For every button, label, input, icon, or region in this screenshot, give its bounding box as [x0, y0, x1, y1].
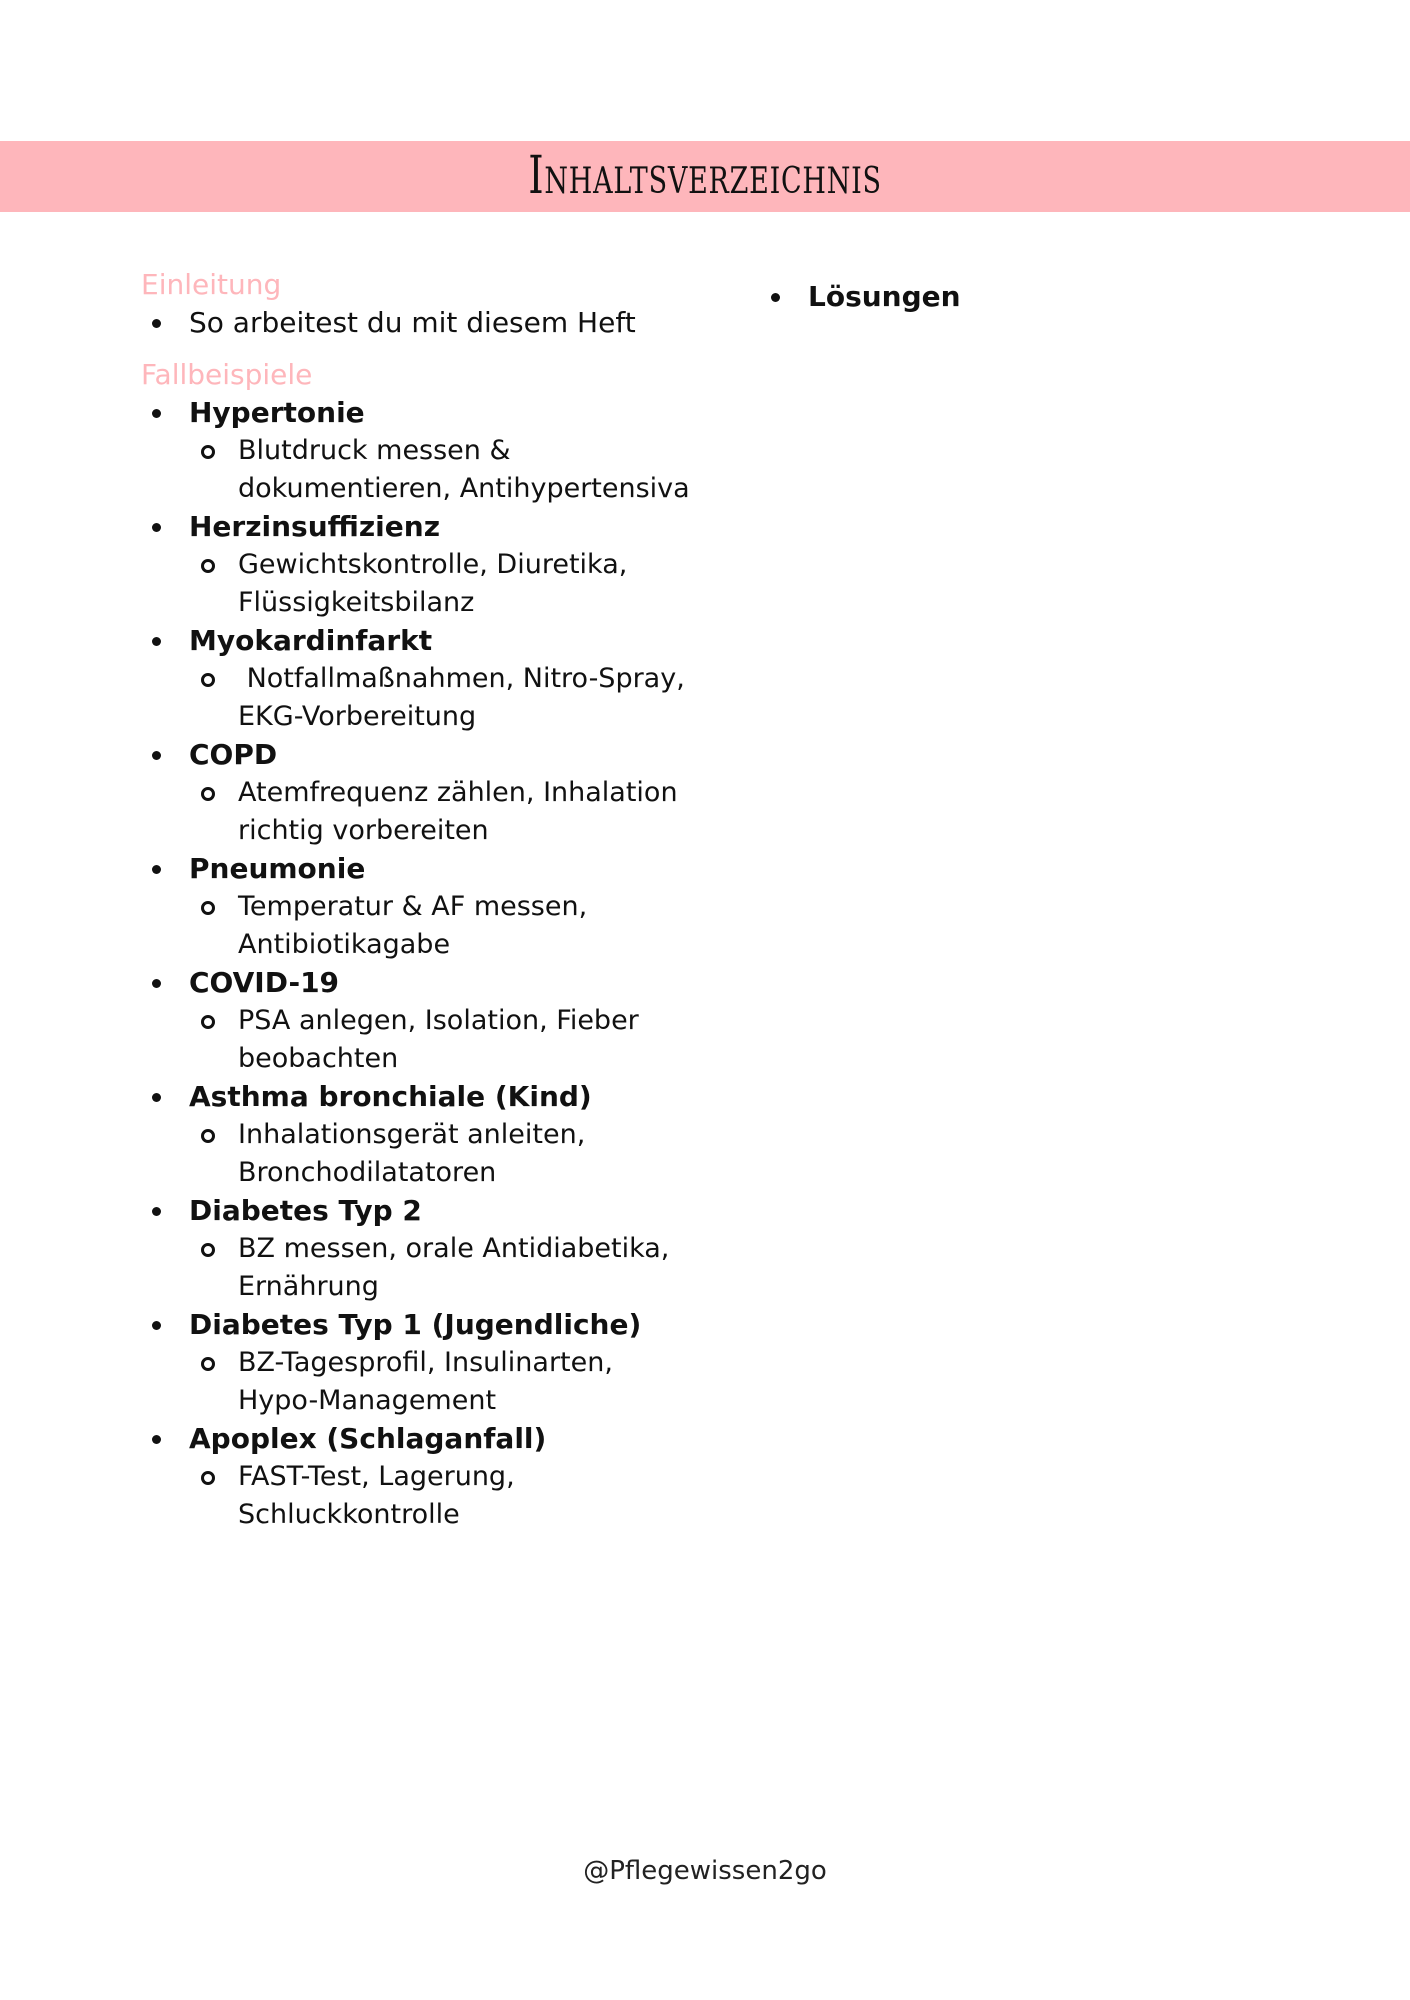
case-title: Diabetes Typ 2: [189, 1194, 422, 1227]
case-item: [141, 1420, 741, 1458]
cases-list: [141, 394, 741, 1534]
case-title: Pneumonie: [189, 852, 366, 885]
case-detail-line: Atemfrequenz zählen, Inhalation: [238, 777, 678, 808]
toc-left-column: [141, 266, 741, 1534]
title-band: [0, 141, 1410, 212]
case-item: [141, 1306, 741, 1344]
case-detail-line: FAST-Test, Lagerung,: [238, 1461, 515, 1492]
case-detail-line: Blutdruck messen &: [238, 435, 511, 466]
case-subitem: [141, 1458, 758, 1534]
hollow-bullet-icon: [201, 1015, 215, 1029]
hollow-bullet-icon: [201, 559, 215, 573]
case-item: [141, 964, 741, 1002]
bullet-icon: [152, 1093, 161, 1102]
case-item: [141, 1192, 741, 1230]
bullet-icon: [152, 1321, 161, 1330]
bullet-icon: [152, 637, 161, 646]
case-subitem: [141, 1002, 758, 1078]
bullet-icon: [152, 751, 161, 760]
case-title: Asthma bronchiale (Kind): [189, 1080, 592, 1113]
case-title: Myokardinfarkt: [189, 624, 433, 657]
case-title: Diabetes Typ 1 (Jugendliche): [189, 1308, 642, 1341]
bullet-icon: [152, 523, 161, 532]
case-detail-line: Notfallmaßnahmen, Nitro-Spray,: [238, 663, 685, 694]
hollow-bullet-icon: [201, 1471, 215, 1485]
hollow-bullet-icon: [201, 673, 215, 687]
case-subitem: [141, 1116, 758, 1192]
case-detail-line: EKG-Vorbereitung: [238, 701, 477, 732]
case-title: Apoplex (Schlaganfall): [189, 1422, 547, 1455]
case-title: COVID-19: [189, 966, 340, 999]
case-detail-line: PSA anlegen, Isolation, Fieber: [238, 1005, 639, 1036]
bullet-icon: [152, 979, 161, 988]
section-heading-fallbeispiele: Fallbeispiele: [141, 358, 313, 391]
case-item: [141, 736, 741, 774]
case-detail-line: richtig vorbereiten: [238, 815, 489, 846]
bullet-icon: [152, 1435, 161, 1444]
case-detail-line: Gewichtskontrolle, Diuretika,: [238, 549, 628, 580]
case-detail-line: Schluckkontrolle: [238, 1499, 460, 1530]
hollow-bullet-icon: [201, 901, 215, 915]
section-heading-einleitung: Einleitung: [141, 268, 282, 301]
bullet-icon: [152, 409, 161, 418]
bullet-icon: [152, 865, 161, 874]
case-detail-line: Bronchodilatatoren: [238, 1157, 497, 1188]
case-item: [141, 850, 741, 888]
case-detail-line: Temperatur & AF messen,: [238, 891, 588, 922]
case-detail-line: dokumentieren, Antihypertensiva: [238, 473, 690, 504]
toc-item-label: Lösungen: [808, 280, 961, 313]
bullet-icon: [152, 1207, 161, 1216]
bullet-icon: [771, 293, 780, 302]
case-title: COPD: [189, 738, 278, 771]
hollow-bullet-icon: [201, 787, 215, 801]
case-item: [141, 508, 741, 546]
toc-item: [141, 304, 741, 342]
case-detail-line: Ernährung: [238, 1271, 379, 1302]
case-detail-line: beobachten: [238, 1043, 399, 1074]
footer-handle: @Pflegewissen2go: [583, 1856, 827, 1886]
case-subitem: [141, 1230, 758, 1306]
case-item: [141, 394, 741, 432]
case-detail-line: Inhalationsgerät anleiten,: [238, 1119, 586, 1150]
case-detail-line: BZ-Tagesprofil, Insulinarten,: [238, 1347, 613, 1378]
case-item: [141, 1078, 741, 1116]
case-subitem: [141, 888, 758, 964]
case-detail-line: BZ messen, orale Antidiabetika,: [238, 1233, 670, 1264]
case-subitem: [141, 546, 758, 622]
case-item: [141, 622, 741, 660]
hollow-bullet-icon: [201, 1243, 215, 1257]
hollow-bullet-icon: [201, 1357, 215, 1371]
case-title: Herzinsuffizienz: [189, 510, 441, 543]
page-title: Inhaltsverzeichnis: [528, 146, 882, 206]
toc-right-column: [760, 278, 1260, 316]
hollow-bullet-icon: [201, 445, 215, 459]
toc-item-loesungen: [760, 278, 1260, 316]
case-detail-line: Flüssigkeitsbilanz: [238, 587, 475, 618]
hollow-bullet-icon: [201, 1129, 215, 1143]
case-subitem: [141, 774, 758, 850]
case-title: Hypertonie: [189, 396, 365, 429]
case-detail-line: Antibiotikagabe: [238, 929, 451, 960]
bullet-icon: [152, 319, 161, 328]
case-subitem: [141, 432, 758, 508]
case-detail-line: Hypo-Management: [238, 1385, 497, 1416]
toc-item-label: So arbeitest du mit diesem Heft: [189, 306, 636, 339]
case-subitem: [141, 1344, 758, 1420]
case-subitem: [141, 660, 758, 736]
